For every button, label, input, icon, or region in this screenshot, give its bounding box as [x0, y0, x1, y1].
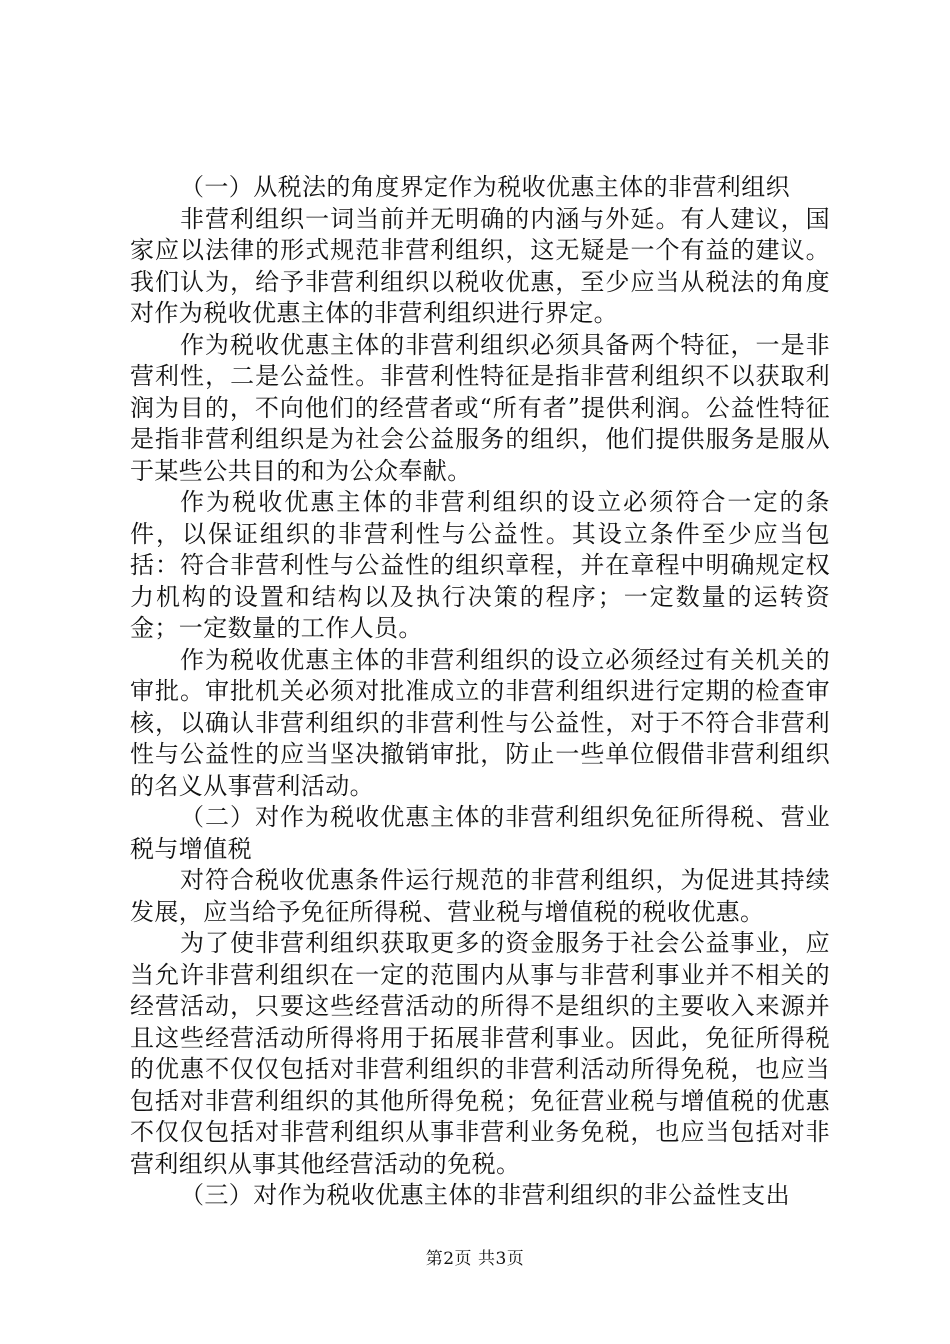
body-paragraph-1: 非营利组织一词当前并无明确的内涵与外延。有人建议，国家应以法律的形式规范非营利组织，这无疑是一个有益的建议。我们认为，给予非营利组织以税收优惠，至少应当从税法的角度对作为税收优惠主体的非营利组织进行界定。: [130, 204, 830, 327]
section-heading-2: （二）对作为税收优惠主体的非营利组织免征所得税、营业税与增值税: [130, 803, 830, 863]
body-paragraph-5: 对符合税收优惠条件运行规范的非营利组织，为促进其持续发展，应当给予免征所得税、营业税与增值税的税收优惠。: [130, 866, 830, 926]
document-body: [130, 172, 830, 1212]
page-footer: 第2页 共3页: [425, 1249, 525, 1269]
section-heading-3: （三）对作为税收优惠主体的非营利组织的非公益性支出: [180, 1181, 790, 1209]
body-paragraph-2: 作为税收优惠主体的非营利组织必须具备两个特征，一是非营利性，二是公益性。非营利性特征是指非营利组织不以获取利润为目的，不向他们的经营者或“所有者”提供利润。公益性特征是指非营利组织是为社会公益服务的组织，他们提供服务是服从于某些公共目的和为公众奉献。: [130, 330, 830, 485]
body-paragraph-4: 作为税收优惠主体的非营利组织的设立必须经过有关机关的审批。审批机关必须对批准成立的非营利组织进行定期的检查审核，以确认非营利组织的非营利性与公益性，对于不符合非营利性与公益性的应当坚决撤销审批，防止一些单位假借非营利组织的名义从事营利活动。: [130, 645, 830, 800]
section-heading-1: （一）从税法的角度界定作为税收优惠主体的非营利组织: [180, 173, 790, 201]
body-paragraph-6: 为了使非营利组织获取更多的资金服务于社会公益事业，应当允许非营利组织在一定的范围内从事与非营利事业并不相关的经营活动，只要这些经营活动的所得不是组织的主要收入来源并且这些经营活动所得将用于拓展非营利事业。因此，免征所得税的优惠不仅仅包括对非营利组织的非营利活动所得免税，也应当包括对非营利组织的其他所得免税；免征营业税与增值税的优惠不仅仅包括对非营利组织从事非营利业务免税，也应当包括对非营利组织从事其他经营活动的免税。: [130, 929, 830, 1178]
body-paragraph-3: 作为税收优惠主体的非营利组织的设立必须符合一定的条件，以保证组织的非营利性与公益性。其设立条件至少应当包括：符合非营利性与公益性的组织章程，并在章程中明确规定权力机构的设置和结构以及执行决策的程序；一定数量的运转资金；一定数量的工作人员。: [130, 488, 830, 642]
